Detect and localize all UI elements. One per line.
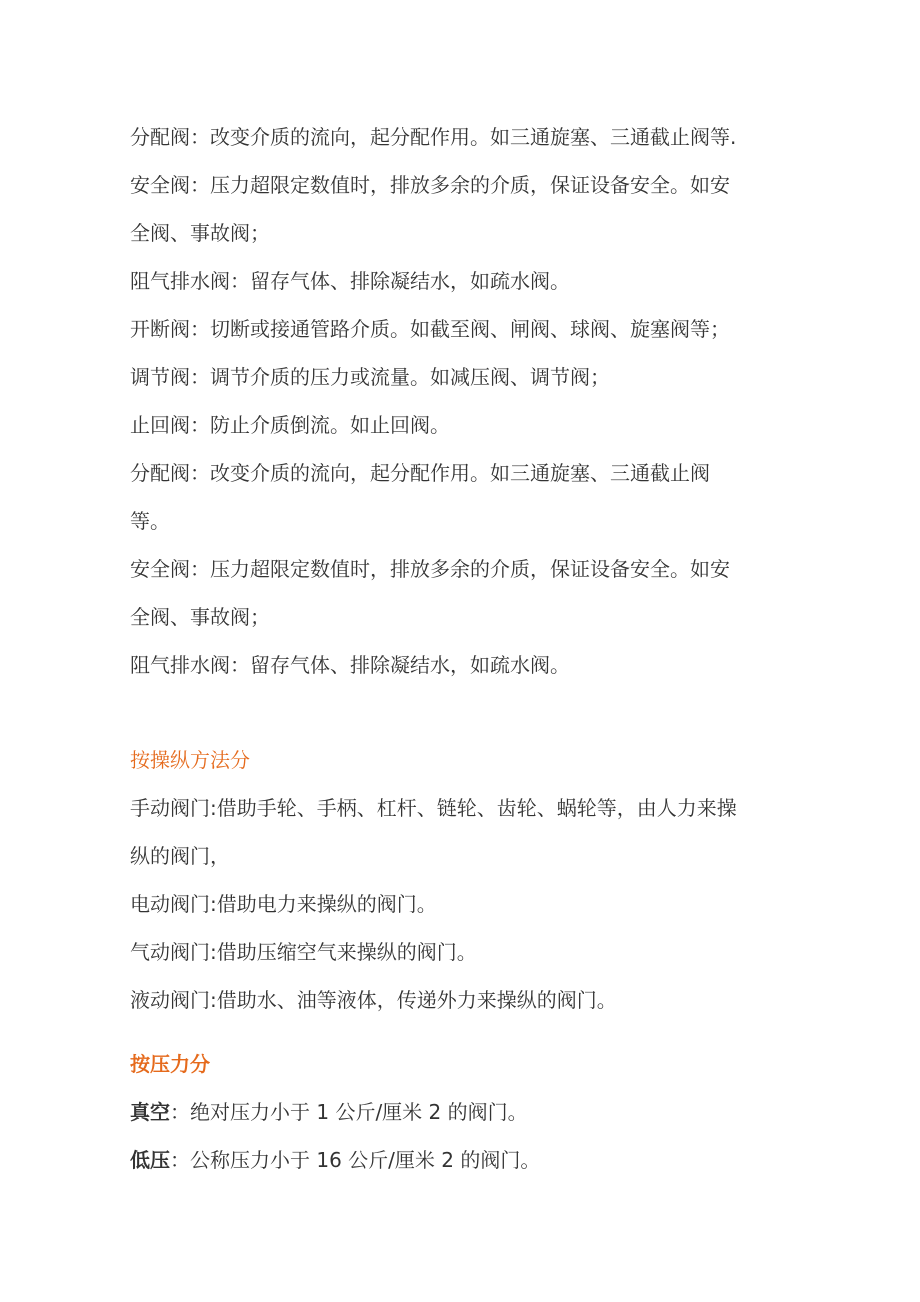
text-line: 安全阀：压力超限定数值时，排放多余的介质，保证设备安全。如安 xyxy=(130,173,730,197)
pressure-description: ：绝对压力小于 1 公斤/厘米 2 的阀门。 xyxy=(170,1100,528,1124)
section-spacer xyxy=(130,689,800,736)
text-line: 全阀、事故阀； xyxy=(130,221,270,245)
pressure-term: 真空 xyxy=(130,1100,170,1124)
text-line: 手动阀门:借助手轮、手柄、杠杆、链轮、齿轮、蜗轮等，由人力来操 xyxy=(130,796,737,820)
text-line: 气动阀门:借助压缩空气来操纵的阀门。 xyxy=(130,940,477,964)
text-line: 纵的阀门， xyxy=(130,844,230,868)
text-line: 电动阀门:借助电力来操纵的阀门。 xyxy=(130,892,437,916)
section-heading-operation: 按操纵方法分 xyxy=(130,748,250,772)
text-line: 全阀、事故阀； xyxy=(130,605,270,629)
document-page xyxy=(130,113,800,1184)
text-line: 等。 xyxy=(130,509,170,533)
pressure-item xyxy=(130,1088,800,1136)
pressure-description: ：公称压力小于 16 公斤/厘米 2 的阀门。 xyxy=(170,1148,541,1172)
section-heading-pressure: 按压力分 xyxy=(130,1052,210,1076)
text-line: 液动阀门:借助水、油等液体，传递外力来操纵的阀门。 xyxy=(130,988,617,1012)
text-line: 安全阀：压力超限定数值时，排放多余的介质，保证设备安全。如安 xyxy=(130,557,730,581)
valve-types-section xyxy=(130,113,800,689)
pressure-term: 低压 xyxy=(130,1148,170,1172)
text-line: 调节阀：调节介质的压力或流量。如减压阀、调节阀； xyxy=(130,365,610,389)
text-line: 分配阀：改变介质的流向，起分配作用。如三通旋塞、三通截止阀 xyxy=(130,461,710,485)
text-line: 阻气排水阀：留存气体、排除凝结水，如疏水阀。 xyxy=(130,653,570,677)
text-line: 分配阀：改变介质的流向，起分配作用。如三通旋塞、三通截止阀等. xyxy=(130,125,737,149)
pressure-item xyxy=(130,1136,800,1184)
operation-method-section xyxy=(130,736,800,1024)
text-line: 阻气排水阀：留存气体、排除凝结水，如疏水阀。 xyxy=(130,269,570,293)
section-spacer xyxy=(130,1024,800,1040)
text-line: 开断阀：切断或接通管路介质。如截至阀、闸阀、球阀、旋塞阀等； xyxy=(130,317,730,341)
pressure-section xyxy=(130,1040,800,1184)
text-line: 止回阀：防止介质倒流。如止回阀。 xyxy=(130,413,450,437)
